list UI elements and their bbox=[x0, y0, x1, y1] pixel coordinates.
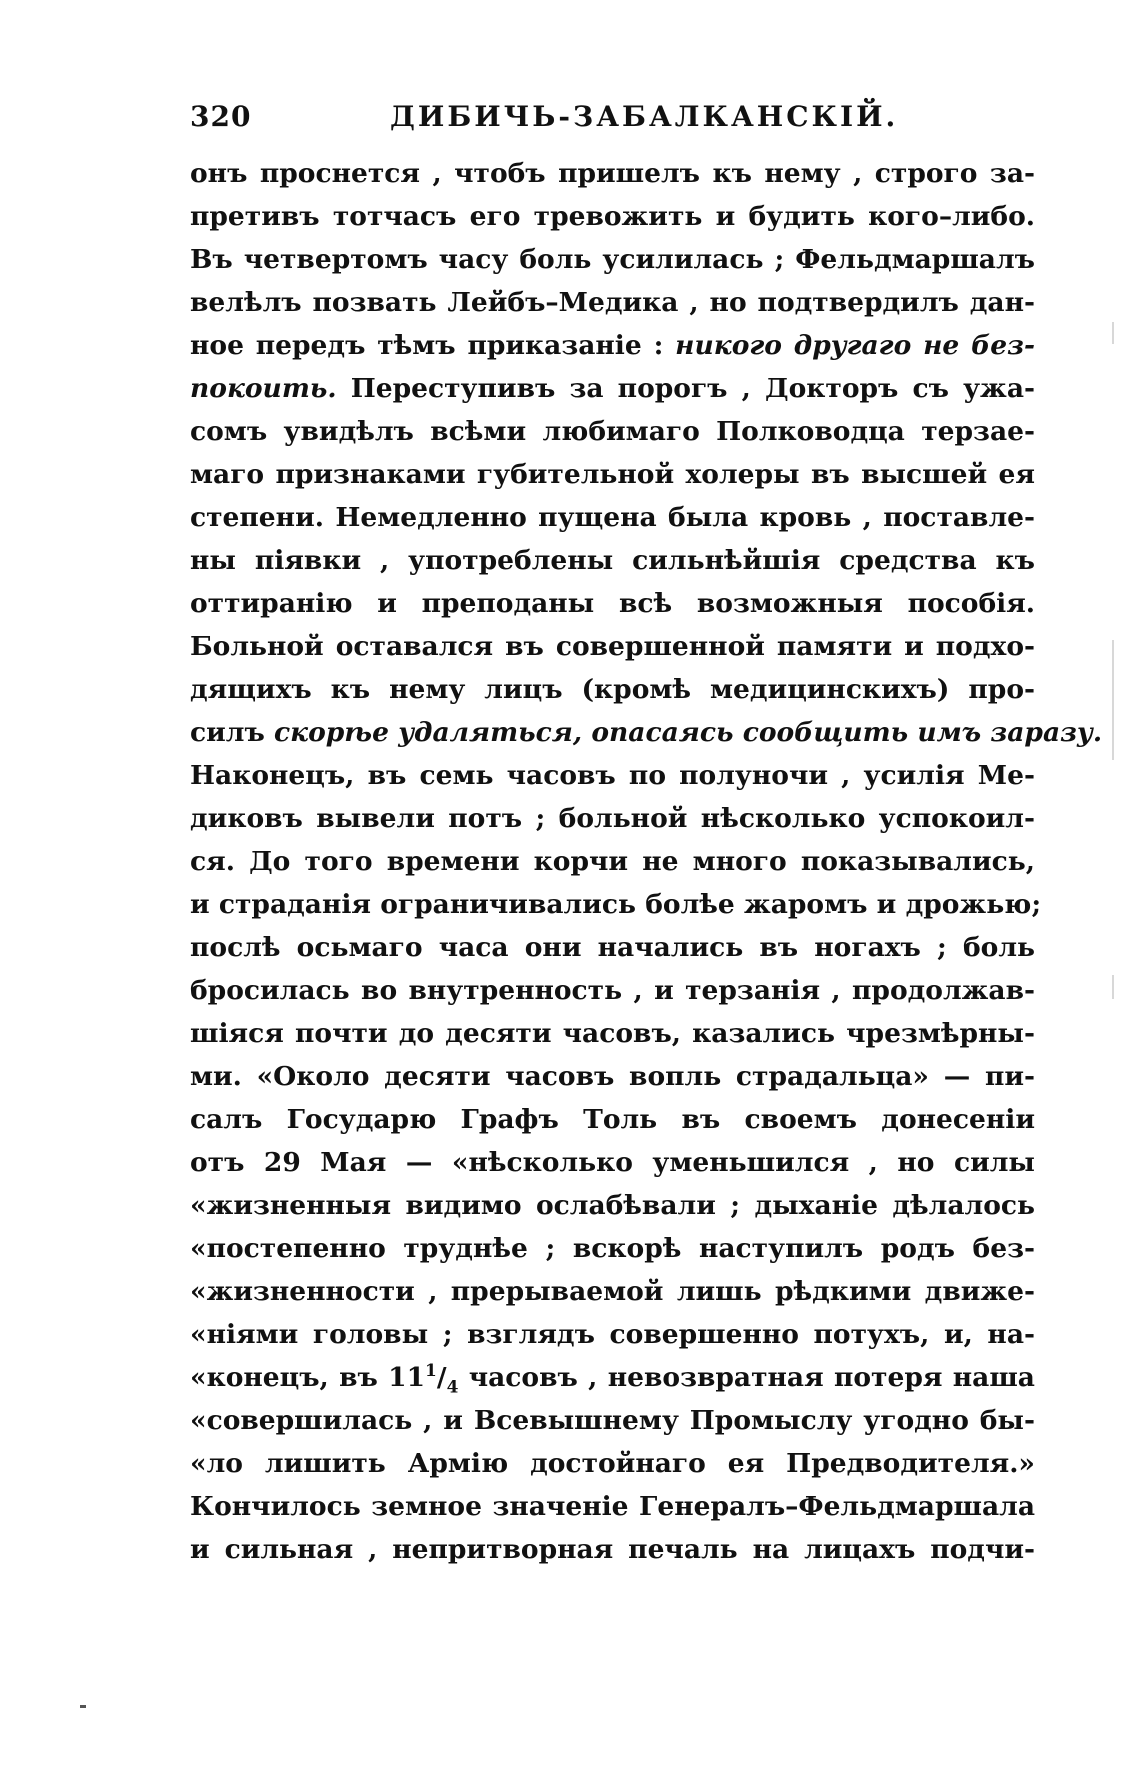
text-segment: Больной оставался въ совершенной памяти и подхо- bbox=[190, 631, 1035, 662]
text-line bbox=[190, 1270, 1035, 1313]
text-segment: «ніями головы ; взглядъ совершенно потухъ, и, на- bbox=[190, 1319, 1035, 1350]
text-line bbox=[190, 1399, 1035, 1442]
page-header bbox=[190, 100, 1035, 140]
text-segment: степени. Немедленно пущена была кровь , поставле- bbox=[190, 502, 1035, 533]
text-line bbox=[190, 625, 1035, 668]
text-line bbox=[190, 281, 1035, 324]
text-segment: Кончилось земное значеніе Генералъ–Фельдмаршала bbox=[190, 1491, 1035, 1522]
text-segment: ми. «Около десяти часовъ вопль страдальца» — пи- bbox=[190, 1061, 1035, 1092]
body-text bbox=[190, 152, 1103, 1571]
text-line bbox=[190, 496, 1035, 539]
text-line bbox=[190, 1098, 1035, 1141]
text-segment: силъ bbox=[190, 717, 275, 748]
text-line bbox=[190, 152, 1035, 195]
text-line bbox=[190, 324, 1035, 367]
text-line bbox=[190, 1313, 1035, 1356]
italic-text-segment: скорѣе удаляться, опасаясь сообщить имъ заразу. bbox=[274, 717, 1103, 748]
text-segment: / bbox=[436, 1362, 447, 1393]
text-segment: ся. До того времени корчи не много показывались, bbox=[190, 846, 1035, 877]
page-number: 320 bbox=[190, 100, 252, 133]
italic-text-segment: покоить. bbox=[190, 373, 337, 404]
text-segment: Переступивъ за порогъ , Докторъ съ ужа- bbox=[336, 373, 1035, 404]
text-line bbox=[190, 1528, 1035, 1571]
text-segment: часовъ , невозвратная потеря наша bbox=[458, 1362, 1035, 1393]
text-segment: бросилась во внутренность , и терзанія , продолжав- bbox=[190, 975, 1035, 1006]
text-line bbox=[190, 539, 1035, 582]
text-segment: отъ 29 Мая — «нѣсколько уменьшился , но силы bbox=[190, 1147, 1035, 1178]
text-line bbox=[190, 1184, 1035, 1227]
text-line bbox=[190, 668, 1035, 711]
scan-margin-mark bbox=[1112, 322, 1114, 344]
text-line bbox=[190, 367, 1035, 410]
text-line bbox=[190, 195, 1035, 238]
text-line bbox=[190, 453, 1035, 496]
text-segment: маго признаками губительной холеры въ высшей ея bbox=[190, 459, 1035, 490]
text-segment: «жизненности , прерываемой лишь рѣдкими движе- bbox=[190, 1276, 1035, 1307]
text-line bbox=[190, 711, 1103, 754]
text-line bbox=[190, 926, 1035, 969]
text-segment: «ло лишить Армію достойнаго ея Предводителя.» bbox=[190, 1448, 1035, 1479]
text-line bbox=[190, 1485, 1035, 1528]
text-segment: «конецъ, въ 11 bbox=[190, 1362, 426, 1393]
text-segment: дящихъ къ нему лицъ (кромѣ медицинскихъ) про- bbox=[190, 674, 1035, 705]
text-segment: и сильная , непритворная печаль на лицахъ подчи- bbox=[190, 1534, 1035, 1565]
text-line bbox=[190, 797, 1035, 840]
text-line bbox=[190, 1141, 1035, 1184]
text-segment: шіяся почти до десяти часовъ, казались чрезмѣрны- bbox=[190, 1018, 1035, 1049]
italic-text-segment: никого другаго не без- bbox=[675, 330, 1035, 361]
text-segment: салъ Государю Графъ Толь въ своемъ донесеніи bbox=[190, 1104, 1035, 1135]
text-segment: ны піявки , употреблены сильнѣйшія средства къ bbox=[190, 545, 1035, 576]
text-segment: «постепенно труднѣе ; вскорѣ наступилъ родъ без- bbox=[190, 1233, 1035, 1264]
text-segment: «жизненныя видимо ослабѣвали ; дыханіе дѣлалось bbox=[190, 1190, 1035, 1221]
running-title: ДИБИЧЬ-ЗАБАЛКАНСКІЙ. bbox=[390, 100, 899, 133]
text-line bbox=[190, 1227, 1035, 1270]
scan-speck bbox=[80, 1705, 86, 1708]
scan-margin-mark bbox=[1112, 640, 1114, 760]
text-line bbox=[190, 1356, 1035, 1399]
text-line bbox=[190, 969, 1035, 1012]
text-segment: ное передъ тѣмъ приказаніе : bbox=[190, 330, 676, 361]
text-segment: онъ проснется , чтобъ пришелъ къ нему , строго за- bbox=[190, 158, 1035, 189]
text-line bbox=[190, 1442, 1035, 1485]
text-line bbox=[190, 840, 1035, 883]
text-line bbox=[190, 582, 1035, 625]
text-segment: 4 bbox=[446, 1377, 459, 1398]
text-line bbox=[190, 1012, 1035, 1055]
text-segment: «совершилась , и Всевышнему Промыслу угодно бы- bbox=[190, 1405, 1035, 1436]
text-line bbox=[190, 754, 1035, 797]
text-segment: 1 bbox=[425, 1361, 437, 1382]
text-segment: диковъ вывели потъ ; больной нѣсколько успокоил- bbox=[190, 803, 1035, 834]
text-segment: оттиранію и преподаны всѣ возможныя пособія. bbox=[190, 588, 1035, 619]
text-line bbox=[190, 1055, 1035, 1098]
text-segment: велѣлъ позвать Лейбъ–Медика , но подтвердилъ дан- bbox=[190, 287, 1035, 318]
text-segment: и страданія ограничивались болѣе жаромъ и дрожью; bbox=[190, 889, 1042, 920]
text-segment: Наконецъ, въ семь часовъ по полуночи , усилія Ме- bbox=[190, 760, 1035, 791]
text-line bbox=[190, 883, 1042, 926]
text-segment: сомъ увидѣлъ всѣми любимаго Полководца терзае- bbox=[190, 416, 1035, 447]
scan-margin-mark bbox=[1112, 975, 1114, 999]
text-line bbox=[190, 410, 1035, 453]
text-segment: послѣ осьмаго часа они начались въ ногахъ ; боль bbox=[190, 932, 1035, 963]
text-segment: претивъ тотчасъ его тревожить и будить кого–либо. bbox=[190, 201, 1035, 232]
text-segment: Въ четвертомъ часу боль усилилась ; Фельдмаршалъ bbox=[190, 244, 1035, 275]
text-line bbox=[190, 238, 1035, 281]
